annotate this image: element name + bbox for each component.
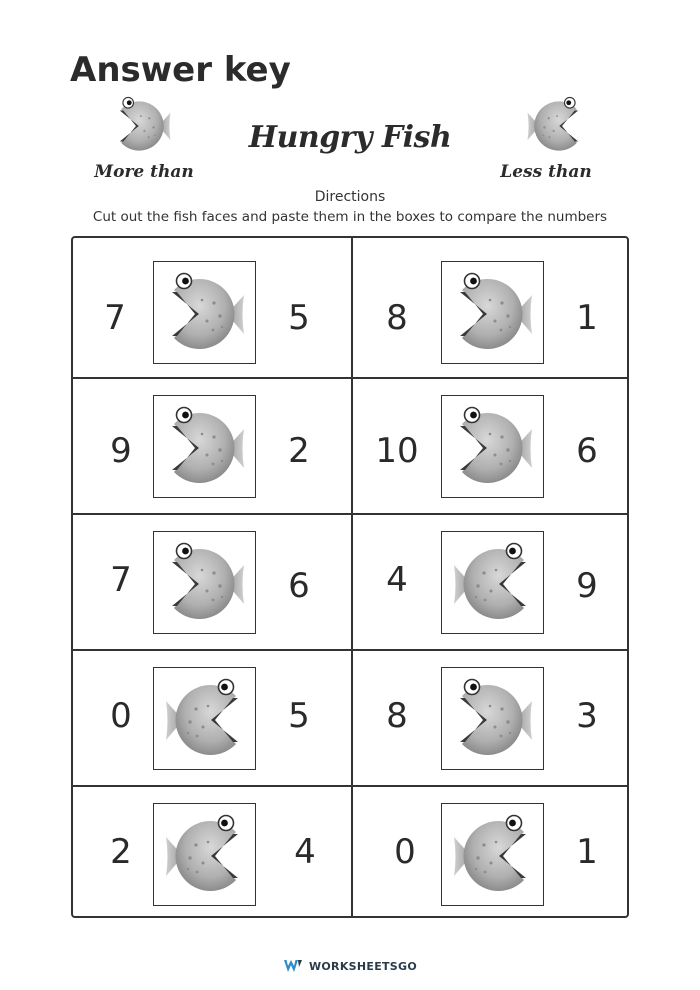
answer-box[interactable]	[441, 667, 544, 770]
right-number: 2	[288, 431, 310, 471]
comparison-cell	[353, 240, 632, 376]
left-number: 4	[386, 560, 408, 600]
comparison-cell	[353, 513, 632, 649]
left-number: 9	[110, 431, 132, 471]
right-number: 4	[294, 832, 316, 872]
fish-mouth-right-icon	[519, 95, 591, 157]
comparison-cell	[73, 785, 352, 921]
comparison-cell	[353, 377, 632, 513]
fish-mouth-right-icon	[160, 676, 250, 764]
left-number: 8	[386, 298, 408, 338]
answer-box[interactable]	[153, 667, 256, 770]
comparison-grid	[71, 236, 629, 918]
footer	[0, 958, 700, 977]
answer-box[interactable]	[441, 531, 544, 634]
fish-mouth-right-icon	[448, 812, 538, 900]
right-number: 5	[288, 298, 310, 338]
answer-box[interactable]	[153, 395, 256, 498]
left-number: 7	[110, 560, 132, 600]
comparison-cell	[353, 785, 632, 921]
fish-mouth-left-icon	[448, 404, 538, 492]
answer-box[interactable]	[441, 803, 544, 906]
fish-mouth-left-icon	[160, 404, 250, 492]
worksheetsgo-logo-icon	[283, 959, 303, 973]
comparison-cell	[73, 513, 352, 649]
fish-mouth-right-icon	[160, 812, 250, 900]
answer-box[interactable]	[441, 261, 544, 364]
fish-mouth-left-icon	[160, 270, 250, 358]
comparison-cell	[73, 377, 352, 513]
answer-box[interactable]	[441, 395, 544, 498]
comparison-cell	[73, 240, 352, 376]
fish-mouth-left-icon	[448, 676, 538, 764]
left-number: 10	[375, 431, 419, 471]
comparison-cell	[353, 649, 632, 785]
left-number: 0	[394, 832, 416, 872]
right-number: 9	[576, 566, 598, 606]
worksheet-title: Hungry Fish	[248, 120, 452, 155]
right-number: 3	[576, 696, 598, 736]
comparison-cell	[73, 649, 352, 785]
left-number: 0	[110, 696, 132, 736]
answer-box[interactable]	[153, 531, 256, 634]
left-number: 2	[110, 832, 132, 872]
answer-box[interactable]	[153, 261, 256, 364]
fish-mouth-left-icon	[448, 270, 538, 358]
directions-heading: Directions	[314, 189, 386, 205]
left-number: 8	[386, 696, 408, 736]
right-number: 5	[288, 696, 310, 736]
fish-mouth-left-icon	[160, 540, 250, 628]
answer-box[interactable]	[153, 803, 256, 906]
fish-mouth-left-icon	[107, 95, 179, 157]
legend-more-than-label: More than	[94, 162, 194, 182]
fish-mouth-right-icon	[448, 540, 538, 628]
directions-text: Cut out the fish faces and paste them in the boxes to compare the numbers	[92, 209, 608, 225]
right-number: 6	[576, 431, 598, 471]
answer-key-title: Answer key	[70, 50, 291, 90]
left-number: 7	[104, 298, 126, 338]
legend-less-than-label: Less than	[500, 162, 592, 182]
right-number: 6	[288, 566, 310, 606]
right-number: 1	[576, 832, 598, 872]
footer-brand: WORKSHEETSGO	[308, 959, 418, 973]
right-number: 1	[576, 298, 598, 338]
